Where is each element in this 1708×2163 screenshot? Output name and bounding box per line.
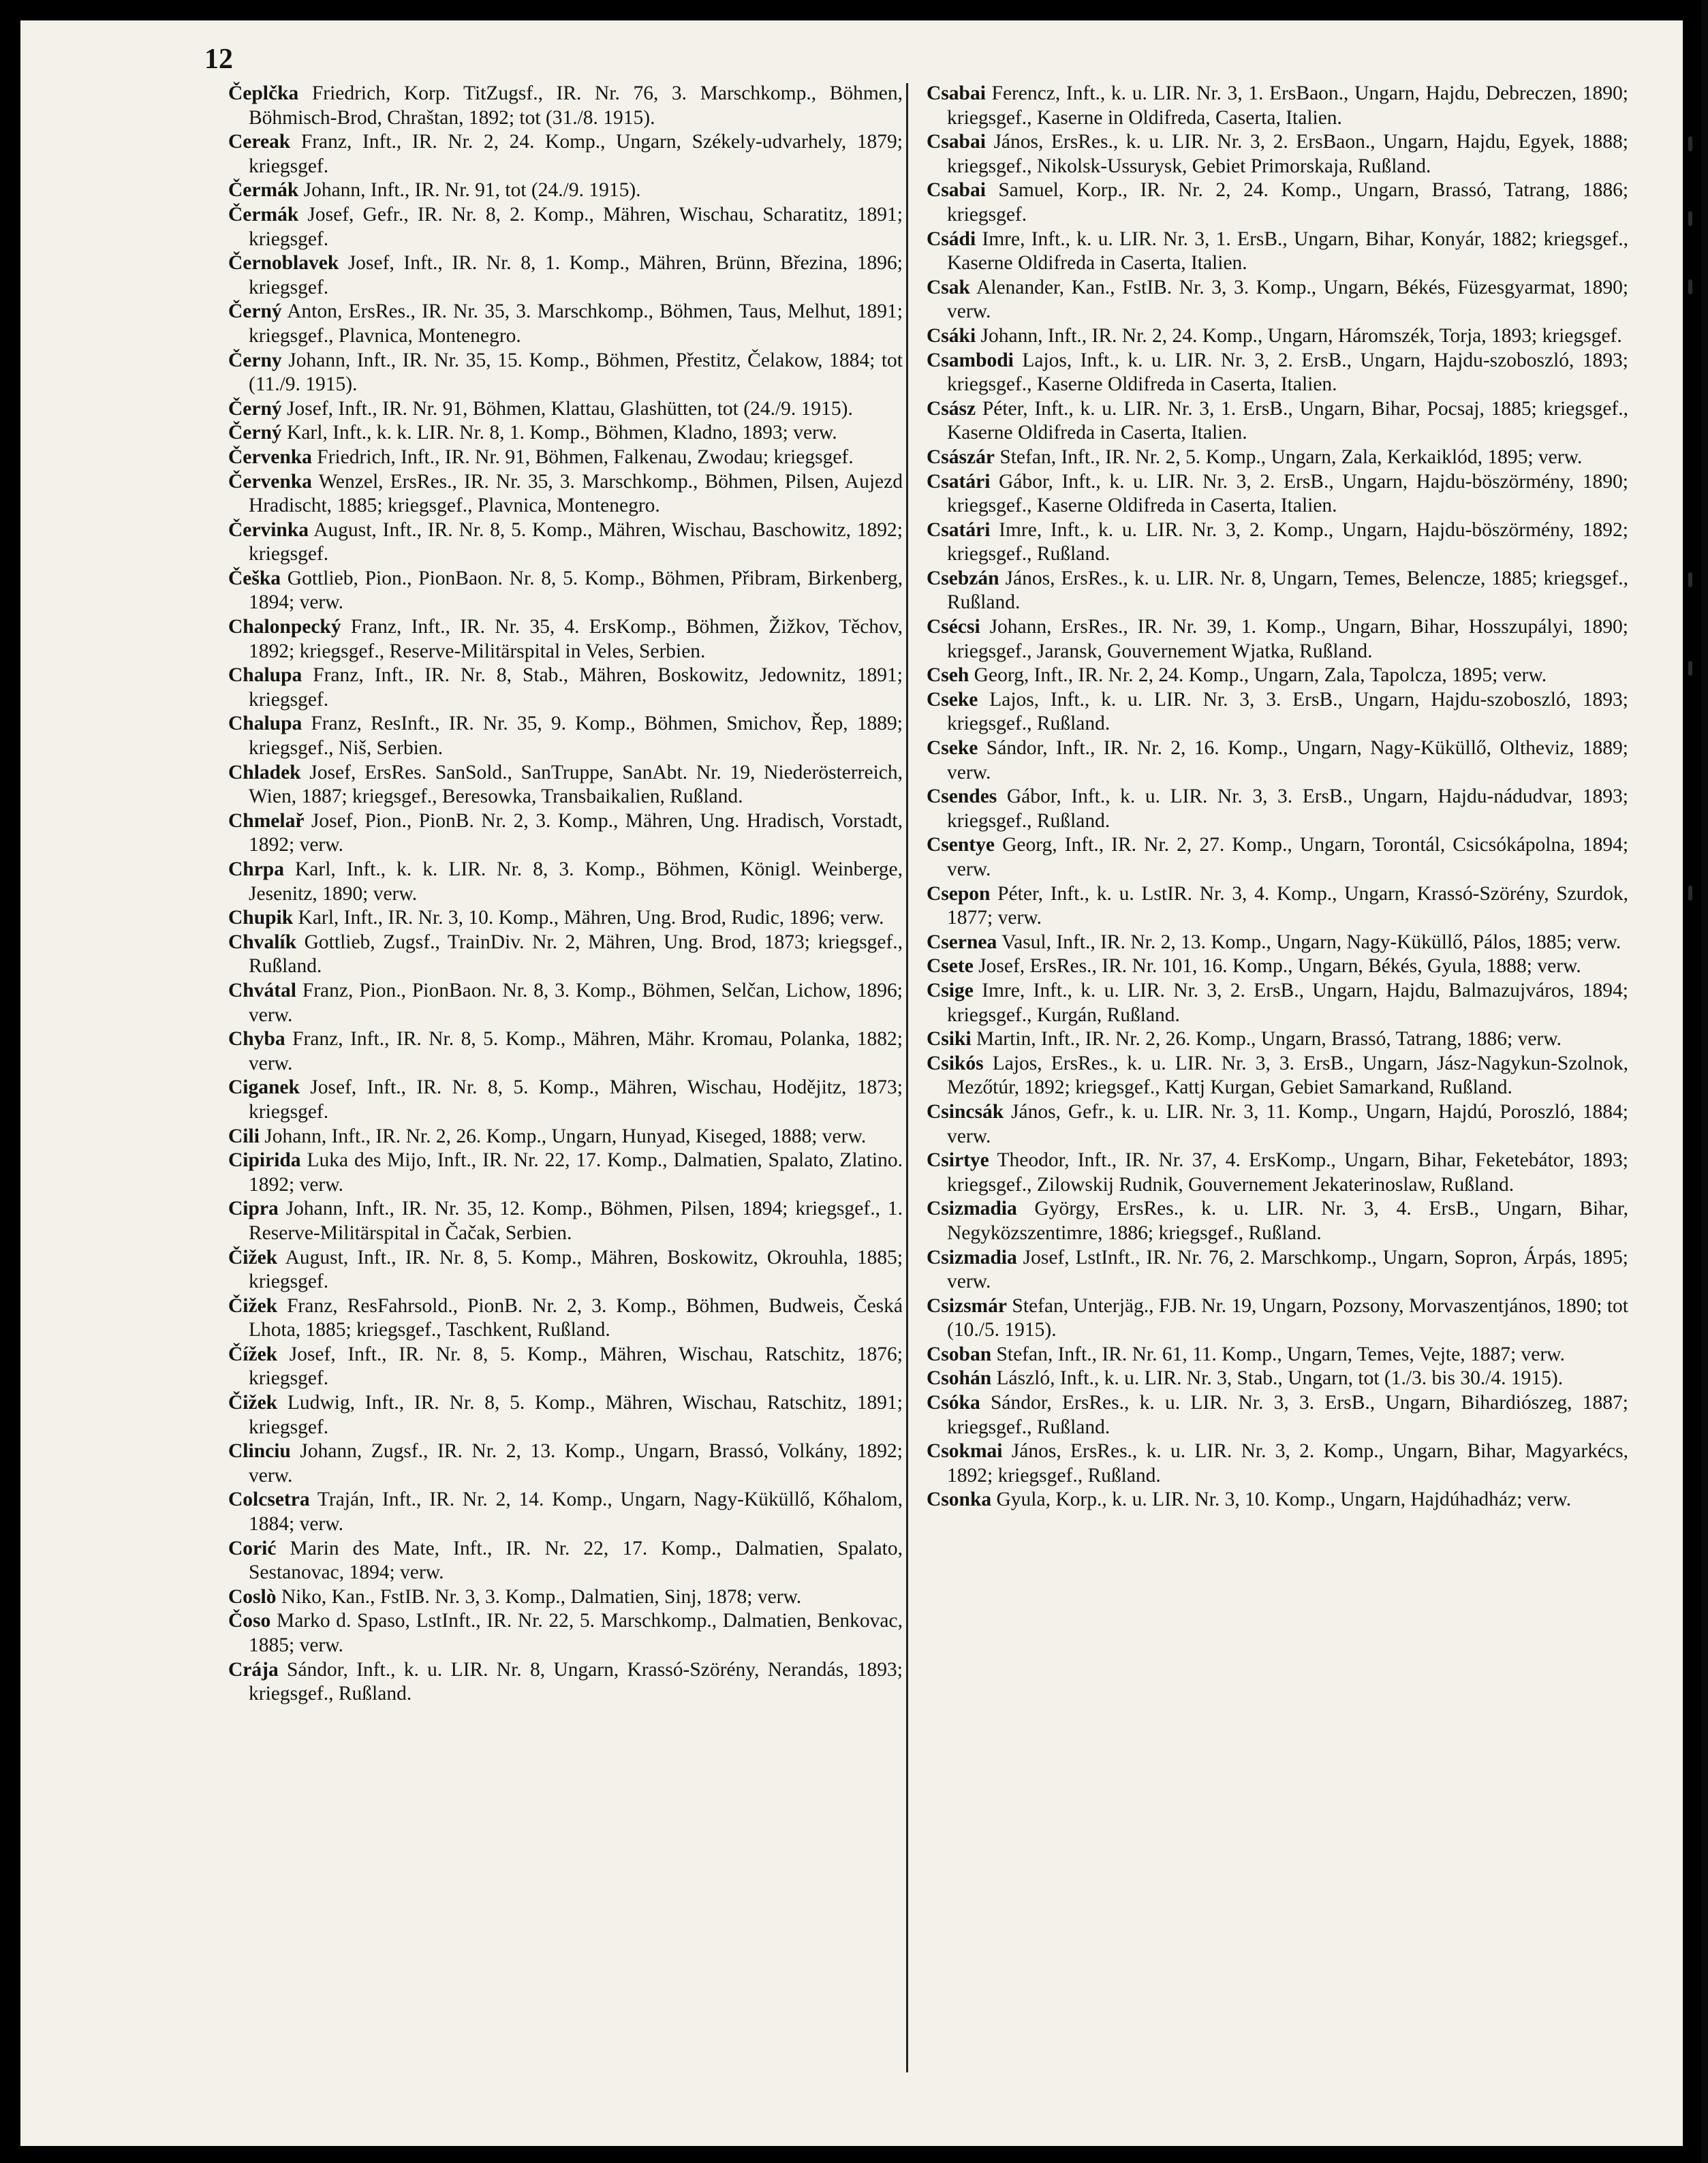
entry-details: Lajos, Inft., k. u. LIR. Nr. 3, 2. ErsB., Ungarn, Hajdu-szoboszló, 1893; kriegsgef., Kaserne Oldifreda in Caserta, Italien. — [947, 349, 1628, 396]
entry-surname: Cereak — [228, 131, 291, 153]
register-entry — [228, 1246, 903, 1294]
entry-details: Johann, Inft., IR. Nr. 35, 15. Komp., Böhmen, Přestitz, Čelakow, 1884; tot (11./9. 1915). — [249, 349, 903, 396]
entry-details: Karl, Inft., k. k. LIR. Nr. 8, 1. Komp., Böhmen, Kladno, 1893; verw. — [287, 422, 837, 444]
entry-surname: Csabai — [927, 131, 986, 153]
entry-surname: Csizmadia — [927, 1246, 1017, 1269]
entry-surname: Chvalík — [228, 931, 297, 953]
entry-surname: Cseke — [927, 688, 978, 711]
entry-details: Johann, ErsRes., IR. Nr. 39, 1. Komp., Ungarn, Bihar, Hosszupályi, 1890; kriegsgef., Jaransk, Gouvernement Wjatka, Rußland. — [947, 616, 1628, 662]
register-entry — [228, 1027, 903, 1076]
entry-details: Imre, Inft., k. u. LIR. Nr. 3, 1. ErsB., Ungarn, Bihar, Konyár, 1882; kriegsgef., Kaserne Oldifreda in Caserta, Italien. — [947, 228, 1628, 275]
register-entry — [228, 761, 903, 809]
entry-details: Imre, Inft., k. u. LIR. Nr. 3, 2. Komp., Ungarn, Hajdu-böszörmény, 1892; kriegsgef., Rußland. — [947, 518, 1628, 565]
entry-details: Ferencz, Inft., k. u. LIR. Nr. 3, 1. ErsBaon., Ungarn, Hajdu, Debreczen, 1890; kriegsgef., Kaserne in Oldifreda, Caserta, Italien. — [947, 82, 1629, 129]
entry-details: Gábor, Inft., k. u. LIR. Nr. 3, 3. ErsB., Ungarn, Hajdu-nádudvar, 1893; kriegsgef., Rußland. — [947, 785, 1628, 832]
entry-details: Josef, Inft., IR. Nr. 8, 5. Komp., Mähren, Wischau, Ratschitz, 1876; kriegsgef. — [249, 1343, 903, 1390]
register-entry — [228, 300, 903, 348]
register-entry — [927, 178, 1628, 227]
scan-border — [1701, 0, 1708, 2163]
entry-details: Anton, ErsRes., IR. Nr. 35, 3. Marschkomp., Böhmen, Taus, Melhut, 1891; kriegsgef., Plavnica, Montenegro. — [249, 300, 903, 347]
register-entry — [927, 785, 1628, 833]
entry-surname: Csete — [927, 955, 974, 978]
entry-surname: Chalupa — [228, 713, 302, 735]
entry-details: Stefan, Inft., IR. Nr. 61, 11. Komp., Ungarn, Temes, Vejte, 1887; verw. — [996, 1343, 1565, 1365]
register-entry — [927, 446, 1628, 470]
entry-details: Wenzel, ErsRes., IR. Nr. 35, 3. Marschkomp., Böhmen, Pilsen, Aujezd Hradischt, 1885; kriegsgef., Plavnica, Montenegro. — [249, 470, 903, 517]
entry-surname: Černý — [228, 397, 282, 420]
entry-details: Sándor, Inft., IR. Nr. 2, 16. Komp., Ungarn, Nagy-Küküllő, Oltheviz, 1889; verw. — [947, 737, 1628, 783]
entry-details: János, ErsRes., k. u. LIR. Nr. 8, Ungarn, Temes, Belencze, 1885; kriegsgef., Rußland. — [947, 567, 1628, 614]
entry-surname: Csatári — [927, 470, 991, 493]
entry-surname: Csambodi — [927, 349, 1014, 371]
entry-details: Sándor, Inft., k. u. LIR. Nr. 8, Ungarn, Krassó-Szörény, Nerandás, 1893; kriegsgef., Rußland. — [249, 1658, 903, 1705]
register-entry — [927, 470, 1628, 518]
register-entry — [228, 858, 903, 906]
entry-details: Josef, Inft., IR. Nr. 91, Böhmen, Klattau, Glashütten, tot (24./9. 1915). — [287, 397, 853, 420]
entry-details: Stefan, Unterjäg., FJB. Nr. 19, Ungarn, Pozsony, Morvaszentjános, 1890; tot (10./5. 1915). — [947, 1294, 1629, 1341]
entry-surname: Csizsmár — [927, 1294, 1007, 1317]
entry-surname: Csepon — [927, 882, 991, 905]
entry-surname: Csirtye — [927, 1149, 989, 1172]
register-entry — [927, 979, 1628, 1027]
register-entry — [228, 1076, 903, 1124]
entry-surname: Čížek — [228, 1343, 278, 1365]
entry-surname: Čižek — [228, 1294, 278, 1317]
register-entry — [228, 349, 903, 397]
entry-surname: Csendes — [927, 785, 997, 808]
entry-details: György, ErsRes., k. u. LIR. Nr. 3, 4. ErsB., Ungarn, Bihar, Negyközszentimre, 1886; kriegsgef., Rußland. — [947, 1198, 1629, 1244]
register-entry — [927, 615, 1628, 664]
register-entry — [927, 1149, 1628, 1197]
entry-surname: Csikós — [927, 1052, 984, 1074]
register-entry — [228, 1125, 903, 1149]
entry-surname: Csász — [927, 397, 976, 420]
entry-surname: Čeplčka — [228, 82, 299, 104]
entry-surname: Červinka — [228, 518, 309, 541]
register-entry — [927, 397, 1628, 446]
entry-surname: Csonka — [927, 1489, 992, 1511]
register-entry — [927, 1197, 1628, 1245]
register-entry — [228, 130, 903, 178]
register-entry — [927, 1246, 1628, 1294]
entry-details: Josef, Gefr., IR. Nr. 8, 2. Komp., Mähren, Wischau, Scharatitz, 1891; kriegsgef. — [249, 203, 903, 250]
entry-surname: Cseh — [927, 664, 969, 687]
entry-surname: Clinciu — [228, 1440, 291, 1463]
entry-surname: Čermák — [228, 203, 299, 225]
entry-surname: Csoban — [927, 1343, 992, 1365]
entry-surname: Cseke — [927, 737, 978, 760]
register-entry — [228, 203, 903, 251]
entry-surname: Chladek — [228, 761, 301, 783]
entry-details: János, Gefr., k. u. LIR. Nr. 3, 11. Komp., Ungarn, Hajdú, Poroszló, 1884; verw. — [947, 1100, 1628, 1147]
entry-details: Marko d. Spaso, LstInft., IR. Nr. 22, 5. Marschkomp., Dalmatien, Benkovac, 1885; verw. — [249, 1610, 903, 1656]
entry-surname: Chalonpecký — [228, 616, 341, 638]
entry-surname: Csebzán — [927, 567, 999, 589]
entry-details: Franz, Pion., PionBaon. Nr. 8, 3. Komp., Böhmen, Selčan, Lichow, 1896; verw. — [249, 979, 903, 1026]
entry-details: Marin des Mate, Inft., IR. Nr. 22, 17. Komp., Dalmatien, Spalato, Sestanovac, 1894; verw. — [249, 1537, 903, 1584]
entry-surname: Cili — [228, 1125, 260, 1147]
left-column — [228, 82, 903, 1707]
entry-details: Johann, Inft., IR. Nr. 91, tot (24./9. 1915). — [303, 179, 641, 202]
register-entry — [228, 1149, 903, 1197]
entry-details: Martin, Inft., IR. Nr. 2, 26. Komp., Ungarn, Brassó, Tatrang, 1886; verw. — [976, 1028, 1562, 1051]
entry-details: Johann, Inft., IR. Nr. 35, 12. Komp., Böhmen, Pilsen, 1894; kriegsgef., 1. Reserve-Militärspital in Čačak, Serbien. — [249, 1198, 903, 1244]
entry-surname: Červenka — [228, 446, 312, 468]
register-entry — [927, 276, 1628, 324]
register-entry — [927, 82, 1628, 130]
entry-surname: Cipirida — [228, 1149, 301, 1172]
edge-mark — [1688, 279, 1692, 294]
entry-surname: Češka — [228, 567, 281, 589]
entry-details: Niko, Kan., FstIB. Nr. 3, 3. Komp., Dalmatien, Sinj, 1878; verw. — [281, 1585, 802, 1608]
register-entry — [228, 251, 903, 300]
register-entry — [927, 1294, 1628, 1343]
register-entry — [228, 1658, 903, 1707]
entry-details: Josef, Pion., PionB. Nr. 2, 3. Komp., Mähren, Ung. Hradisch, Vorstadt, 1892; verw. — [249, 809, 903, 856]
right-column — [927, 82, 1628, 1512]
entry-surname: Csokmai — [927, 1440, 1003, 1463]
register-entry — [927, 567, 1628, 615]
entry-details: Friedrich, Korp. TitZugsf., IR. Nr. 76, 3. Marschkomp., Böhmen, Böhmisch-Brod, Chraštan, 1892; tot (31./8. 1915). — [249, 82, 903, 129]
edge-mark — [1688, 136, 1692, 151]
entry-details: Karl, Inft., IR. Nr. 3, 10. Komp., Mähren, Ung. Brod, Rudic, 1896; verw. — [298, 907, 884, 929]
entry-surname: Császár — [927, 446, 995, 468]
register-entry — [228, 1294, 903, 1343]
entry-details: Johann, Inft., IR. Nr. 2, 26. Komp., Ungarn, Hunyad, Kiseged, 1888; verw. — [264, 1125, 867, 1147]
register-entry — [927, 882, 1628, 931]
entry-surname: Csizmadia — [927, 1198, 1017, 1220]
entry-surname: Červenka — [228, 470, 312, 493]
register-entry — [228, 1440, 903, 1488]
register-entry — [927, 130, 1628, 178]
entry-details: Karl, Inft., k. k. LIR. Nr. 8, 3. Komp., Böhmen, Königl. Weinberge, Jesenitz, 1890; verw. — [249, 858, 903, 905]
entry-surname: Colcsetra — [228, 1489, 310, 1511]
entry-surname: Csak — [927, 276, 970, 298]
register-entry — [228, 1585, 903, 1610]
register-entry — [228, 1609, 903, 1658]
edge-mark — [1688, 572, 1692, 587]
entry-details: Friedrich, Inft., IR. Nr. 91, Böhmen, Falkenau, Zwodau; kriegsgef. — [317, 446, 854, 468]
entry-details: Gábor, Inft., k. u. LIR. Nr. 3, 2. ErsB., Ungarn, Hajdu-böszörmény, 1890; kriegsgef., Kaserne Oldifreda in Caserta, Italien. — [947, 470, 1628, 517]
entry-surname: Csincsák — [927, 1100, 1004, 1123]
register-entry — [927, 664, 1628, 688]
entry-details: Vasul, Inft., IR. Nr. 2, 13. Komp., Ungarn, Nagy-Küküllő, Pálos, 1885; verw. — [1001, 931, 1621, 953]
register-entry — [927, 1052, 1628, 1100]
entry-surname: Chyba — [228, 1028, 285, 1051]
entry-surname: Čoso — [228, 1610, 271, 1632]
entry-details: Josef, Inft., IR. Nr. 8, 5. Komp., Mähren, Wischau, Hodějitz, 1873; kriegsgef. — [249, 1076, 903, 1123]
entry-details: Samuel, Korp., IR. Nr. 2, 24. Komp., Ungarn, Brassó, Tatrang, 1886; kriegsgef. — [947, 179, 1629, 225]
entry-details: Franz, ResFahrsold., PionB. Nr. 2, 3. Komp., Böhmen, Budweis, Česká Lhota, 1885; kriegsgef., Taschkent, Rußland. — [249, 1294, 903, 1341]
register-entry — [228, 567, 903, 615]
entry-surname: Černy — [228, 349, 282, 371]
entry-details: August, Inft., IR. Nr. 8, 5. Komp., Mähren, Boskowitz, Okrouhla, 1885; kriegsgef. — [249, 1246, 903, 1293]
register-entry — [228, 470, 903, 518]
page — [20, 20, 1683, 2146]
entry-details: Josef, Inft., IR. Nr. 8, 1. Komp., Mähren, Brünn, Březina, 1896; kriegsgef. — [249, 252, 903, 298]
page-number: 12 — [204, 44, 233, 75]
entry-details: Johann, Zugsf., IR. Nr. 2, 13. Komp., Ungarn, Brassó, Volkány, 1892; verw. — [249, 1440, 903, 1487]
entry-surname: Csatári — [927, 518, 991, 541]
entry-details: Georg, Inft., IR. Nr. 2, 24. Komp., Ungarn, Zala, Tapolcza, 1895; verw. — [974, 664, 1547, 687]
entry-details: Josef, ErsRes., IR. Nr. 101, 16. Komp., Ungarn, Békés, Gyula, 1888; verw. — [978, 955, 1581, 978]
register-entry — [228, 712, 903, 760]
entry-details: Franz, Inft., IR. Nr. 8, 5. Komp., Mähren, Mähr. Kromau, Polanka, 1882; verw. — [249, 1028, 903, 1074]
register-entry — [228, 1197, 903, 1245]
entry-details: Franz, Inft., IR. Nr. 35, 4. ErsKomp., Böhmen, Žižkov, Těchov, 1892; kriegsgef., Reserve-Militärspital in Veles, Serbien. — [249, 616, 903, 662]
register-entry — [228, 421, 903, 446]
entry-details: Franz, Inft., IR. Nr. 2, 24. Komp., Ungarn, Székely-udvarhely, 1879; kriegsgef. — [249, 131, 903, 177]
entry-surname: Černý — [228, 422, 282, 444]
register-entry — [228, 615, 903, 664]
entry-surname: Csécsi — [927, 616, 980, 638]
entry-surname: Chmelař — [228, 809, 305, 832]
entry-details: Péter, Inft., k. u. LstIR. Nr. 3, 4. Komp., Ungarn, Krassó-Szörény, Szurdok, 1877; verw. — [947, 882, 1629, 929]
entry-details: János, ErsRes., k. u. LIR. Nr. 3, 2. ErsBaon., Ungarn, Hajdu, Egyek, 1888; kriegsgef., Nikolsk-Ussurysk, Gebiet Primorskaja, Rußland. — [947, 131, 1628, 177]
entry-surname: Csentye — [927, 834, 995, 856]
entry-details: Franz, Inft., IR. Nr. 8, Stab., Mähren, Boskowitz, Jedownitz, 1891; kriegsgef. — [249, 664, 903, 711]
entry-surname: Csiki — [927, 1028, 972, 1051]
entry-details: János, ErsRes., k. u. LIR. Nr. 3, 2. Komp., Ungarn, Bihar, Magyarkécs, 1892; kriegsgef., Rußland. — [947, 1440, 1629, 1487]
entry-details: Stefan, Inft., IR. Nr. 2, 5. Komp., Ungarn, Zala, Kerkaiklód, 1895; verw. — [999, 446, 1583, 468]
register-entry — [927, 736, 1628, 785]
entry-surname: Csáki — [927, 324, 976, 347]
register-entry — [927, 1440, 1628, 1488]
register-entry — [228, 1488, 903, 1536]
register-entry — [927, 1100, 1628, 1149]
register-entry — [228, 446, 903, 470]
entry-surname: Csóka — [927, 1392, 980, 1414]
entry-details: August, Inft., IR. Nr. 8, 5. Komp., Mähren, Wischau, Baschowitz, 1892; kriegsgef. — [249, 518, 903, 565]
entry-surname: Čižek — [228, 1392, 278, 1414]
entry-details: Sándor, ErsRes., k. u. LIR. Nr. 3, 3. ErsB., Ungarn, Bihardiószeg, 1887; kriegsgef., Rußland. — [947, 1392, 1629, 1438]
entry-surname: Chupik — [228, 907, 294, 929]
register-entry — [228, 809, 903, 858]
entry-surname: Chrpa — [228, 858, 284, 880]
register-entry — [228, 979, 903, 1027]
entry-surname: Černý — [228, 300, 282, 323]
register-entry — [927, 1343, 1628, 1367]
register-entry — [927, 833, 1628, 882]
register-entry — [228, 906, 903, 931]
entry-surname: Ciganek — [228, 1076, 300, 1099]
entry-surname: Čermák — [228, 179, 299, 202]
entry-details: Gottlieb, Pion., PionBaon. Nr. 8, 5. Komp., Böhmen, Přibram, Birkenberg, 1894; verw. — [249, 567, 903, 614]
entry-surname: Csernea — [927, 931, 997, 953]
register-entry — [228, 397, 903, 422]
register-entry — [228, 664, 903, 712]
entry-details: Luka des Mijo, Inft., IR. Nr. 22, 17. Komp., Dalmatien, Spalato, Zlatino. 1892; verw. — [249, 1149, 903, 1196]
entry-surname: Čižek — [228, 1246, 278, 1269]
entry-details: Theodor, Inft., IR. Nr. 37, 4. ErsKomp., Ungarn, Bihar, Feketebátor, 1893; kriegsgef., Zilowskij Rudnik, Gouvernement Jekaterinoslaw, Rußland. — [947, 1149, 1629, 1196]
entry-details: Alenander, Kan., FstIB. Nr. 3, 3. Komp., Ungarn, Békés, Füzesgyarmat, 1890; verw. — [947, 276, 1629, 323]
entry-details: Péter, Inft., k. u. LIR. Nr. 3, 1. ErsB., Ungarn, Bihar, Pocsaj, 1885; kriegsgef., Kaserne Oldifreda in Caserta, Italien. — [947, 397, 1628, 444]
register-entry — [927, 228, 1628, 276]
edge-mark — [1688, 886, 1692, 901]
register-entry — [228, 82, 903, 130]
edge-mark — [1688, 211, 1692, 226]
entry-surname: Černoblavek — [228, 252, 339, 275]
entry-details: Traján, Inft., IR. Nr. 2, 14. Komp., Ungarn, Nagy-Küküllő, Kőhalom, 1884; verw. — [249, 1489, 903, 1536]
register-entry — [228, 1391, 903, 1440]
register-entry — [228, 178, 903, 203]
entry-surname: Crája — [228, 1658, 279, 1681]
entry-details: Josef, LstInft., IR. Nr. 76, 2. Marschkomp., Ungarn, Sopron, Árpás, 1895; verw. — [947, 1246, 1629, 1293]
entry-details: Josef, ErsRes. SanSold., SanTruppe, SanAbt. Nr. 19, Niederösterreich, Wien, 1887; kriegsgef., Beresowka, Transbaikalien, Rußland. — [249, 761, 903, 808]
entry-details: Ludwig, Inft., IR. Nr. 8, 5. Komp., Mähren, Wischau, Ratschitz, 1891; kriegsgef. — [249, 1392, 903, 1438]
entry-surname: Coslò — [228, 1585, 277, 1608]
entry-details: László, Inft., k. u. LIR. Nr. 3, Stab., Ungarn, tot (1./3. bis 30./4. 1915). — [996, 1367, 1564, 1390]
register-entry — [927, 954, 1628, 979]
entry-details: Franz, ResInft., IR. Nr. 35, 9. Komp., Böhmen, Smichov, Řep, 1889; kriegsgef., Niš, Serbien. — [249, 713, 903, 760]
entry-details: Imre, Inft., k. u. LIR. Nr. 3, 2. ErsB., Ungarn, Hajdu, Balmazujváros, 1894; kriegsgef., Kurgán, Rußland. — [947, 979, 1628, 1026]
register-entry — [927, 1367, 1628, 1391]
register-entry — [228, 1343, 903, 1391]
register-entry — [927, 931, 1628, 955]
entry-details: Johann, Inft., IR. Nr. 2, 24. Komp., Ungarn, Háromszék, Torja, 1893; kriegsgef. — [980, 324, 1622, 347]
entry-details: Lajos, Inft., k. u. LIR. Nr. 3, 3. ErsB., Ungarn, Hajdu-szoboszló, 1893; kriegsgef., Rußland. — [947, 688, 1628, 735]
entry-details: Gyula, Korp., k. u. LIR. Nr. 3, 10. Komp., Ungarn, Hajdúhadház; verw. — [996, 1489, 1572, 1511]
entry-surname: Chvátal — [228, 979, 296, 1001]
register-entry — [927, 688, 1628, 736]
register-entry — [228, 518, 903, 567]
entry-surname: Csabai — [927, 179, 986, 202]
edge-mark — [1688, 661, 1692, 676]
entry-details: Georg, Inft., IR. Nr. 2, 27. Komp., Ungarn, Torontál, Csicsókápolna, 1894; verw. — [947, 834, 1629, 880]
register-entry — [927, 1488, 1628, 1512]
register-entry — [927, 324, 1628, 349]
entry-surname: Chalupa — [228, 664, 302, 687]
entry-details: Gottlieb, Zugsf., TrainDiv. Nr. 2, Mähren, Ung. Brod, 1873; kriegsgef., Rußland. — [249, 931, 903, 978]
entry-surname: Csabai — [927, 82, 986, 104]
entry-surname: Corić — [228, 1537, 277, 1559]
column-divider — [906, 83, 908, 2072]
register-entry — [927, 349, 1628, 397]
register-entry — [927, 518, 1628, 567]
entry-details: Lajos, ErsRes., k. u. LIR. Nr. 3, 3. ErsB., Ungarn, Jász-Nagykun-Szolnok, Mezőtúr, 1892; kriegsgef., Kattj Kurgan, Gebiet Samarkand, Rußland. — [947, 1052, 1629, 1099]
entry-surname: Csige — [927, 979, 974, 1001]
register-entry — [927, 1391, 1628, 1440]
entry-surname: Cipra — [228, 1198, 279, 1220]
register-entry — [927, 1027, 1628, 1052]
entry-surname: Csohán — [927, 1367, 992, 1390]
entry-surname: Csádi — [927, 228, 976, 250]
register-entry — [228, 1537, 903, 1585]
register-entry — [228, 931, 903, 979]
